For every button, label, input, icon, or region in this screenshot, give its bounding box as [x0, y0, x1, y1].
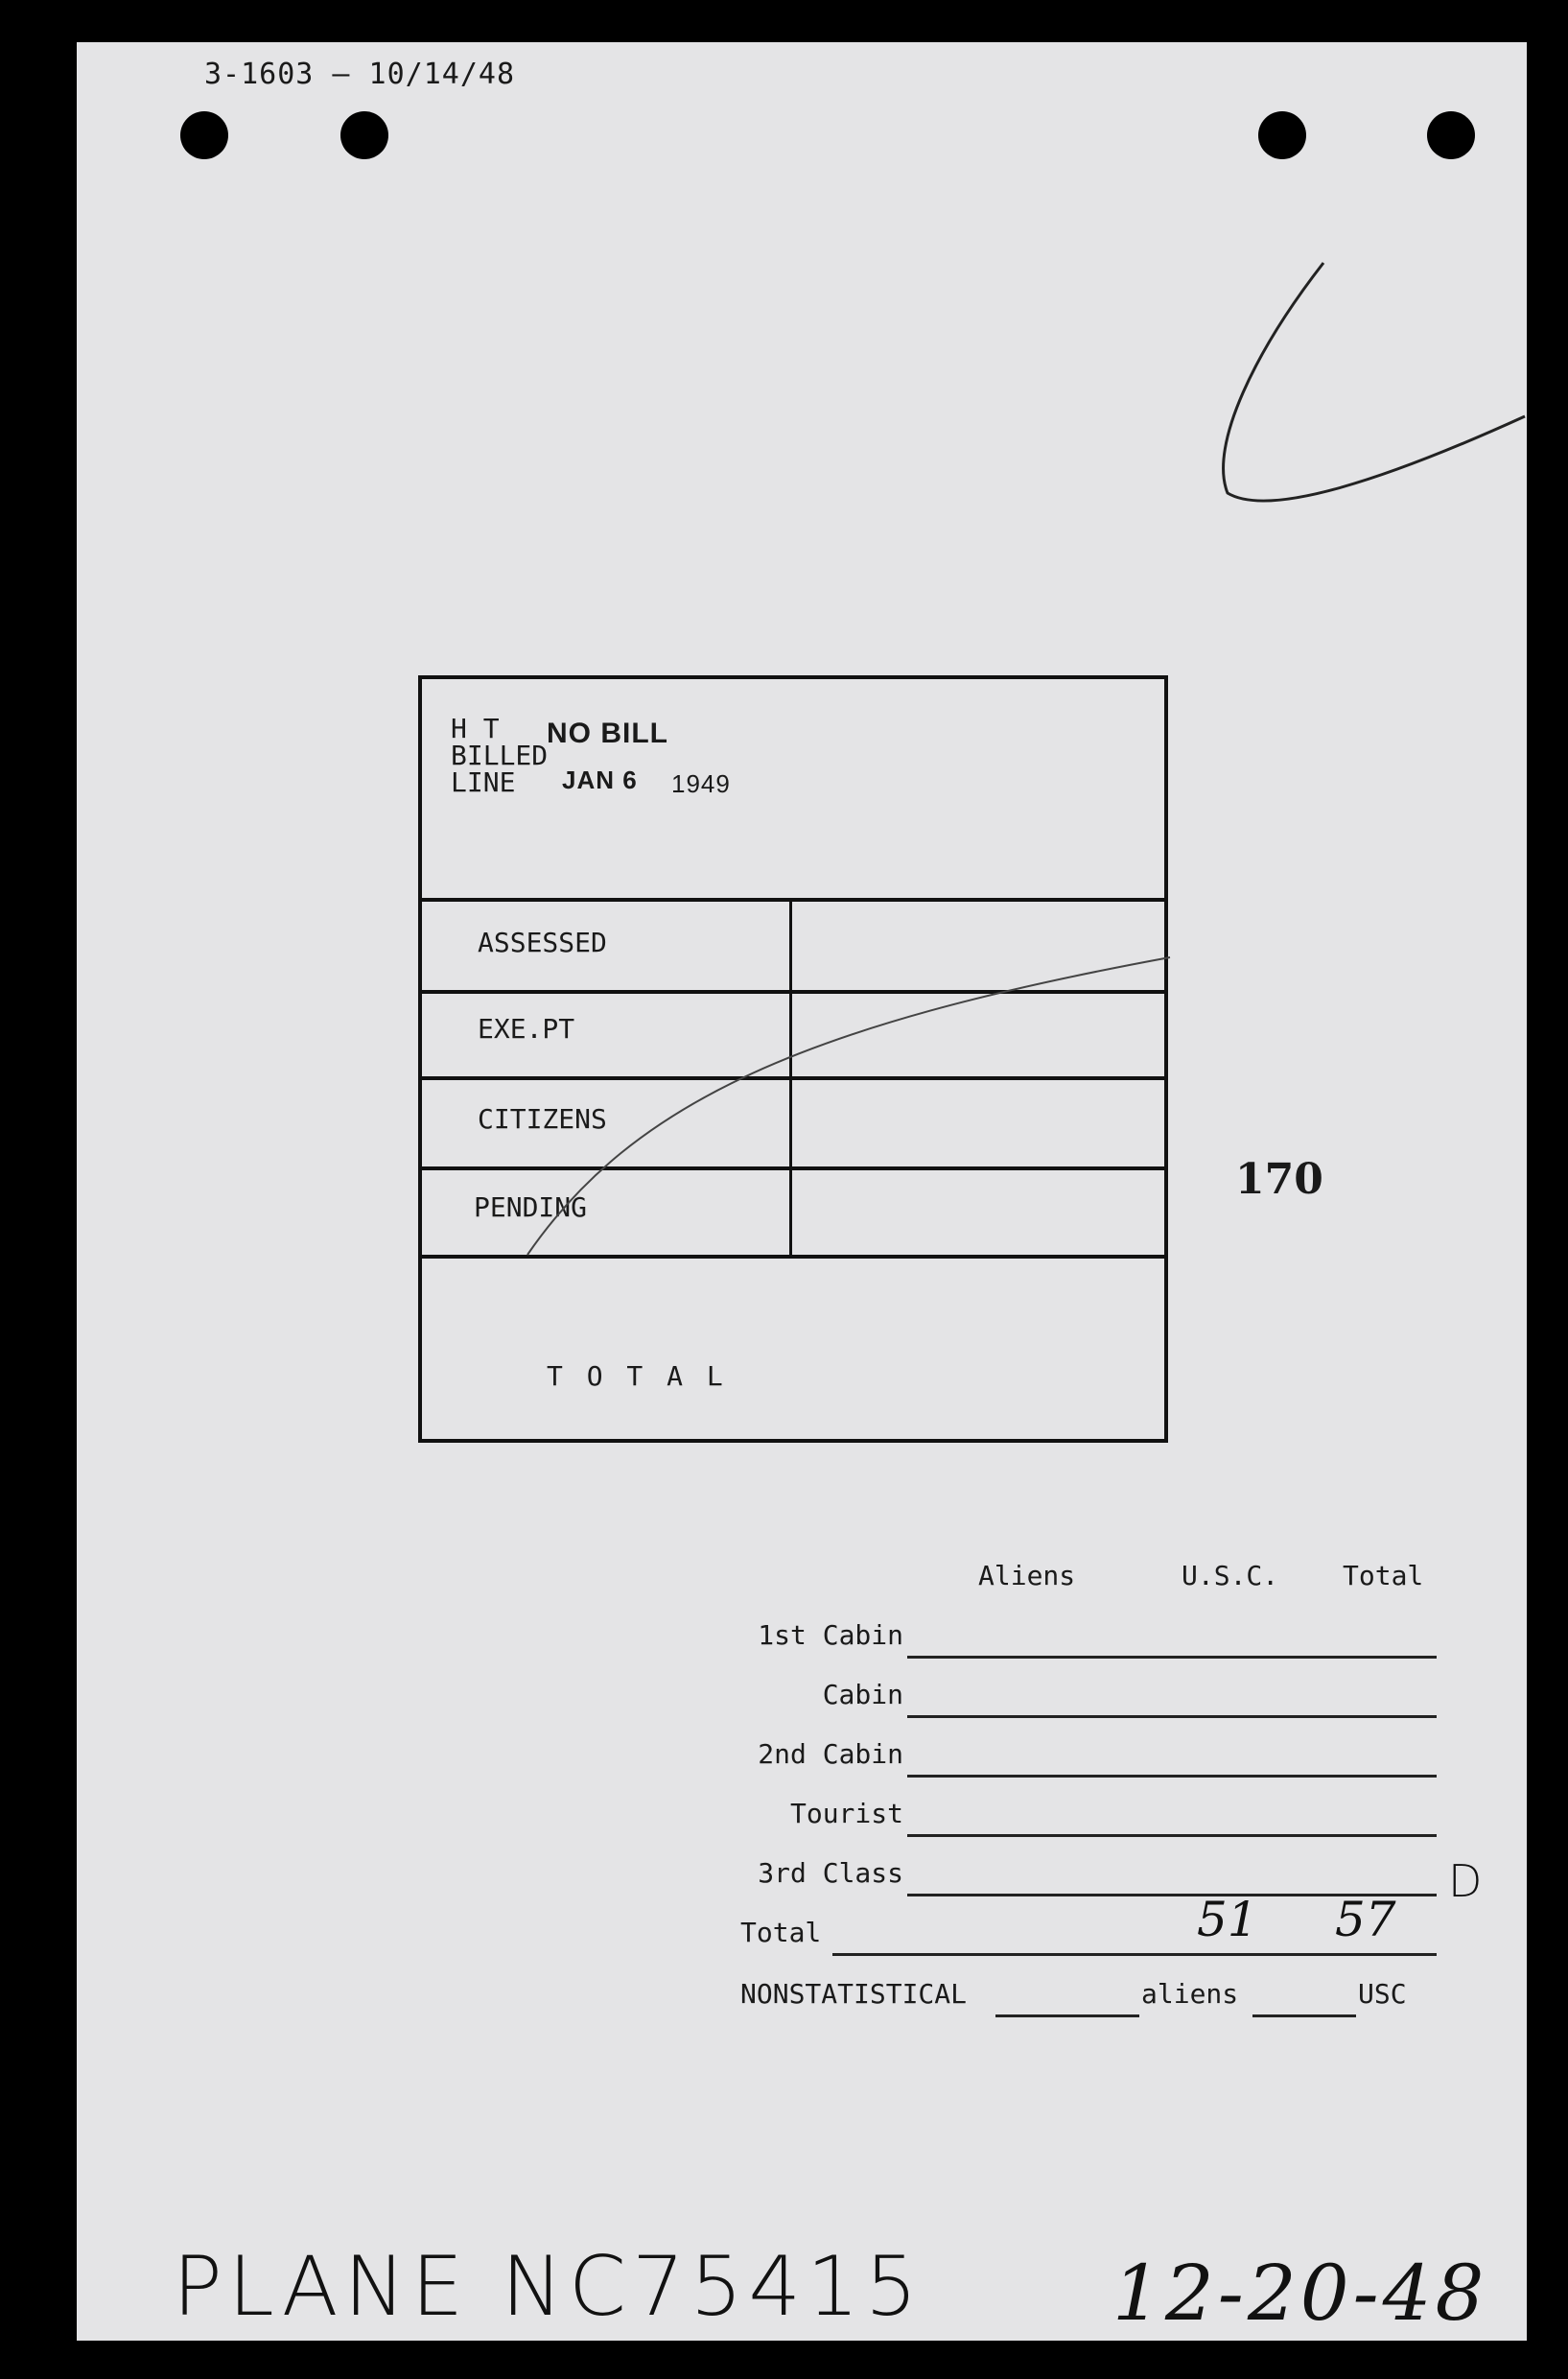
nonstat-usc: USC	[1358, 1978, 1407, 2010]
col-usc: U.S.C.	[1182, 1560, 1279, 1591]
form-number: 3-1603 – 10/14/48	[204, 58, 516, 91]
stamp-year: 1949	[671, 769, 731, 798]
total-label: T O T A L	[547, 1360, 727, 1392]
entry-line	[907, 1775, 1437, 1778]
handwritten-date: 12-20-48	[1112, 2249, 1488, 2338]
line-label: LINE	[451, 766, 516, 798]
punch-hole	[340, 111, 388, 159]
row-total: Total	[740, 1917, 822, 1948]
assessed-label: ASSESSED	[478, 927, 607, 958]
punch-hole	[1427, 111, 1475, 159]
row-tourist: Tourist	[789, 1798, 903, 1829]
handwritten-plane-number: PLANE NC75415	[173, 2239, 924, 2335]
entry-line	[995, 2014, 1139, 2017]
citizens-label: CITIZENS	[478, 1103, 607, 1135]
row-3rd-class: 3rd Class	[758, 1857, 903, 1889]
col-aliens: Aliens	[978, 1560, 1076, 1591]
billing-box	[418, 675, 1168, 1443]
entry-line	[907, 1834, 1437, 1837]
ht-label: H T	[451, 713, 500, 744]
billed-label: BILLED	[451, 740, 549, 771]
row-cabin: Cabin	[822, 1679, 903, 1710]
entry-line	[832, 1953, 1437, 1956]
circled-note: D	[1448, 1855, 1483, 1907]
col-total: Total	[1343, 1560, 1424, 1591]
document-page	[77, 42, 1527, 2341]
side-number: 170	[1235, 1155, 1323, 1204]
entry-line	[907, 1656, 1437, 1659]
row-1st-cabin: 1st Cabin	[758, 1619, 903, 1651]
exempt-label: EXE.PT	[478, 1013, 575, 1045]
entry-line	[1252, 2014, 1356, 2017]
table-rule	[422, 898, 1164, 902]
check-mark	[1132, 234, 1534, 560]
row-2nd-cabin: 2nd Cabin	[758, 1738, 903, 1770]
stamp-date: JAN 6	[562, 766, 638, 794]
handwritten-grand-total: 57	[1335, 1892, 1396, 1947]
nonstat-aliens: aliens	[1141, 1978, 1239, 2010]
handwritten-usc-total: 51	[1197, 1892, 1258, 1947]
punch-hole	[180, 111, 228, 159]
no-bill-stamp: NO BILL	[547, 718, 668, 749]
punch-hole	[1258, 111, 1306, 159]
pencil-stroke	[518, 948, 1180, 1264]
nonstat-label: NONSTATISTICAL	[740, 1978, 968, 2010]
pending-label: PENDING	[474, 1191, 588, 1223]
stamp-header	[451, 713, 549, 798]
entry-line	[907, 1715, 1437, 1718]
